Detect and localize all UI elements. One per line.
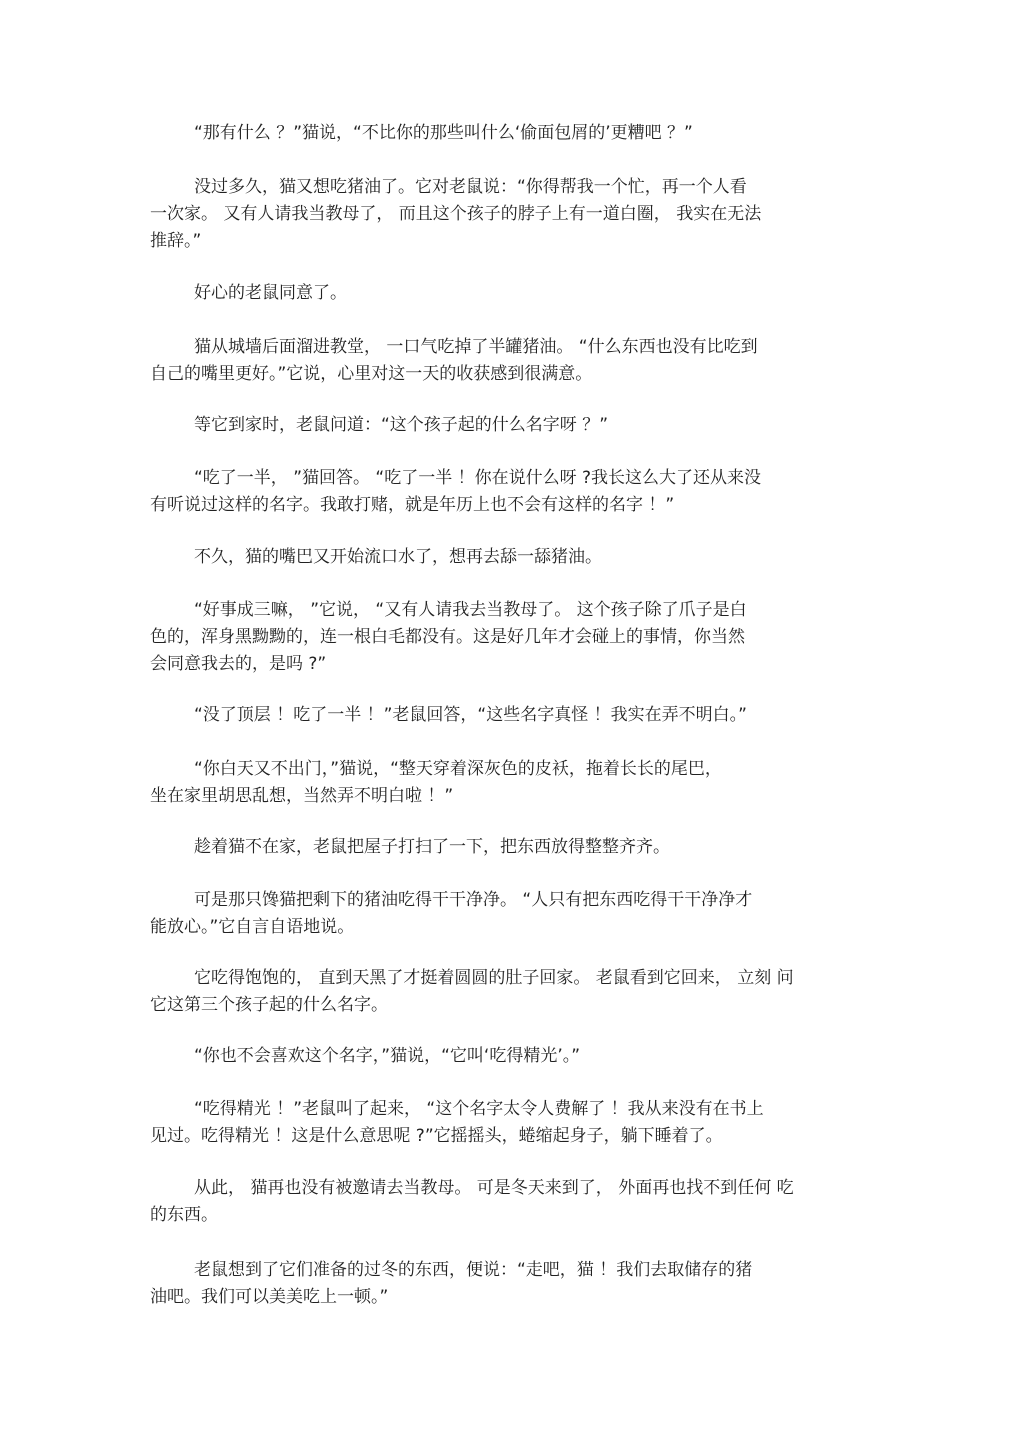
- paragraph: [150, 412, 850, 439]
- paragraph-line: 色的，浑身黑黝黝的，连一根白毛都没有。这是好几年才会碰上的事情，你当然: [150, 627, 745, 647]
- paragraph-line: 一次家。 又有人请我当教母了， 而且这个孩子的脖子上有一道白圈， 我实在无法: [150, 204, 762, 224]
- paragraph: [150, 1043, 850, 1070]
- paragraph-line: 会同意我去的，是吗 ?”: [150, 654, 327, 674]
- paragraph-line: 油吧。我们可以美美吃上一顿。”: [150, 1287, 389, 1307]
- paragraph: [150, 1096, 850, 1150]
- paragraph: [150, 702, 850, 729]
- paragraph-line: “没了顶层 ！吃了一半 ！”老鼠回答，“这些名字真怪 ！我实在弄不明白。”: [194, 705, 747, 725]
- paragraph-line: 的东西。: [150, 1205, 218, 1225]
- paragraph: [150, 965, 850, 1019]
- paragraph-line: “那有什么 ？”猫说，“不比你的那些叫什么‘偷面包屑的’更糟吧 ？”: [194, 123, 693, 143]
- paragraph-line: “吃了一半， ”猫回答。 “吃了一半 ！你在说什么呀 ?我长这么大了还从来没: [194, 468, 762, 488]
- paragraph: [150, 756, 850, 810]
- paragraph: [150, 1257, 850, 1311]
- paragraph: [150, 1175, 850, 1229]
- paragraph-line: 它吃得饱饱的， 直到天黑了才挺着圆圆的肚子回家。 老鼠看到它回来， 立刻 问: [194, 968, 794, 988]
- paragraph-line: 猫从城墙后面溜进教堂， 一口气吃掉了半罐猪油。 “什么东西也没有比吃到: [194, 337, 758, 357]
- paragraph-line: 有听说过这样的名字。我敢打赌，就是年历上也不会有这样的名字 ！”: [150, 495, 675, 515]
- paragraph-line: “你白天又不出门，”猫说，“整天穿着深灰色的皮袄，拖着长长的尾巴，: [194, 759, 722, 779]
- paragraph: [150, 834, 850, 861]
- paragraph: [150, 334, 850, 388]
- paragraph-line: “吃得精光 ！”老鼠叫了起来， “这个名字太令人费解了 ！我从来没有在书上: [194, 1099, 764, 1119]
- paragraph: [150, 544, 850, 571]
- paragraph-line: 能放心。”它自言自语地说。: [150, 917, 355, 937]
- paragraph-line: 坐在家里胡思乱想，当然弄不明白啦 ！”: [150, 786, 454, 806]
- paragraph: [150, 887, 850, 941]
- paragraph-line: “好事成三嘛， ”它说， “又有人请我去当教母了。 这个孩子除了爪子是白: [194, 600, 747, 620]
- paragraph-line: 自己的嘴里更好。”它说，心里对这一天的收获感到很满意。: [150, 364, 593, 384]
- paragraph-line: 见过。吃得精光 ！这是什么意思呢 ?”它摇摇头，蜷缩起身子，躺下睡着了。: [150, 1126, 723, 1146]
- paragraph-line: 趁着猫不在家，老鼠把屋子打扫了一下，把东西放得整整齐齐。: [194, 837, 670, 857]
- paragraph: [150, 597, 850, 678]
- paragraph: [150, 280, 850, 307]
- paragraph-line: 推辞。”: [150, 231, 202, 251]
- paragraph-line: 不久，猫的嘴巴又开始流口水了，想再去舔一舔猪油。: [194, 547, 602, 567]
- paragraph: [150, 465, 850, 519]
- paragraph-line: 从此， 猫再也没有被邀请去当教母。 可是冬天来到了， 外面再也找不到任何 吃: [194, 1178, 794, 1198]
- paragraph-line: “你也不会喜欢这个名字，”猫说，“它叫‘吃得精光’。”: [194, 1046, 581, 1066]
- paragraph-line: 老鼠想到了它们准备的过冬的东西，便说：“走吧，猫 ！我们去取储存的猪: [194, 1260, 753, 1280]
- paragraph: [150, 120, 850, 147]
- paragraph: [150, 174, 850, 255]
- paragraph-line: 等它到家时，老鼠问道：“这个孩子起的什么名字呀 ？”: [194, 415, 609, 435]
- paragraph-line: 好心的老鼠同意了。: [194, 283, 347, 303]
- paragraph-line: 可是那只馋猫把剩下的猪油吃得干干净净。 “人只有把东西吃得干干净净才: [194, 890, 753, 910]
- paragraph-line: 没过多久，猫又想吃猪油了。它对老鼠说：“你得帮我一个忙，再一个人看: [194, 177, 747, 197]
- paragraph-line: 它这第三个孩子起的什么名字。: [150, 995, 388, 1015]
